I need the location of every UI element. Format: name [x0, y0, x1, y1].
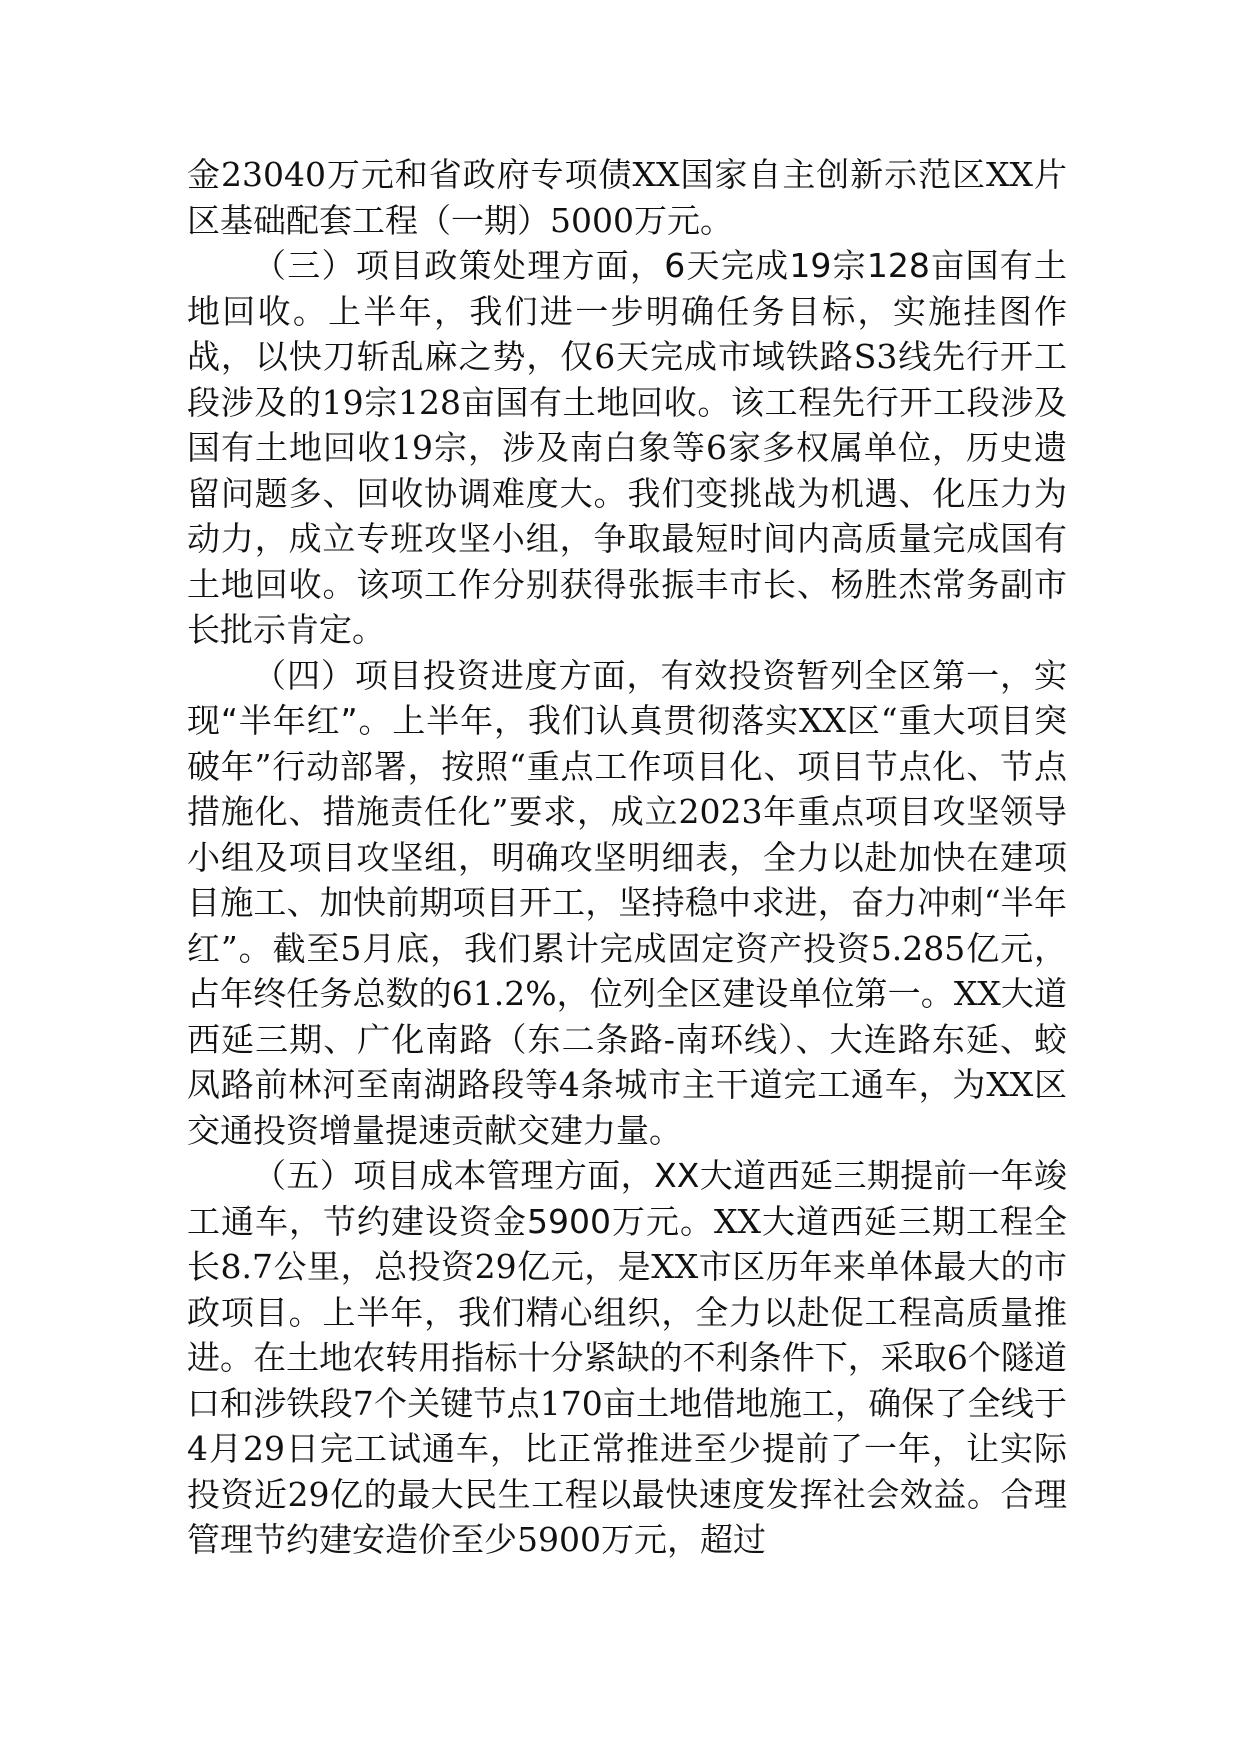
paragraph-4-heading: （五）项目成本管理方面，XX大道西延三期提前一年竣工通车，节约建设资金5900万元。	[187, 1156, 1067, 1241]
paragraph-1-text: 金23040万元和省政府专项债XX国家自主创新示范区XX片区基础配套工程（一期）5000万元。	[187, 155, 1067, 240]
paragraph-4-text: XX大道西延三期工程全长8.7公里，总投资29亿元，是XX市区历年来单体最大的市政项目。上半年，我们精心组织，全力以赴促工程高质量推进。在土地农转用指标十分紧缺的不利条件下，采取6个隧道口和涉铁段7个关键节点170亩土地借地施工，确保了全线于4月29日完工试通车，比正常推进至少提前了一年，让实际投资近29亿的最大民生工程以最快速度发挥社会效益。合理管理节约建安造价至少5900万元，超过	[187, 1201, 1067, 1559]
paragraph-3	[187, 653, 1067, 1154]
document-body	[187, 152, 1067, 1563]
paragraph-2	[187, 243, 1067, 653]
paragraph-3-heading: （四）项目投资进度方面，有效投资暂列全区第一，实现“半年红”。	[187, 655, 1067, 740]
paragraph-2-heading: （三）项目政策处理方面，6天完成19宗128亩国有土地回收。	[187, 246, 1067, 331]
paragraph-3-text: 上半年，我们认真贯彻落实XX区“重大项目突破年”行动部署，按照“重点工作项目化、项目节点化、节点措施化、措施责任化”要求，成立2023年重点项目攻坚领导小组及项目攻坚组，明确攻坚明细表，全力以赴加快在建项目施工、加快前期项目开工，坚持稳中求进，奋力冲刺“半年红”。截至5月底，我们累计完成固定资产投资5.285亿元，占年终任务总数的61.2%，位列全区建设单位第一。XX大道西延三期、广化南路（东二条路-南环线）、大连路东延、蛟凤路前林河至南湖路段等4条城市主干道完工通车，为XX区交通投资增量提速贡献交建力量。	[187, 701, 1067, 1150]
paragraph-4	[187, 1153, 1067, 1563]
paragraph-1	[187, 152, 1067, 243]
paragraph-2-text: 上半年，我们进一步明确任务目标，实施挂图作战，以快刀斩乱麻之势，仅6天完成市域铁路S3线先行开工段涉及的19宗128亩国有土地回收。该工程先行开工段涉及国有土地回收19宗，涉及南白象等6家多权属单位，历史遗留问题多、回收协调难度大。我们变挑战为机遇、化压力为动力，成立专班攻坚小组，争取最短时间内高质量完成国有土地回收。该项工作分别获得张振丰市长、杨胜杰常务副市长批示肯定。	[187, 291, 1068, 649]
